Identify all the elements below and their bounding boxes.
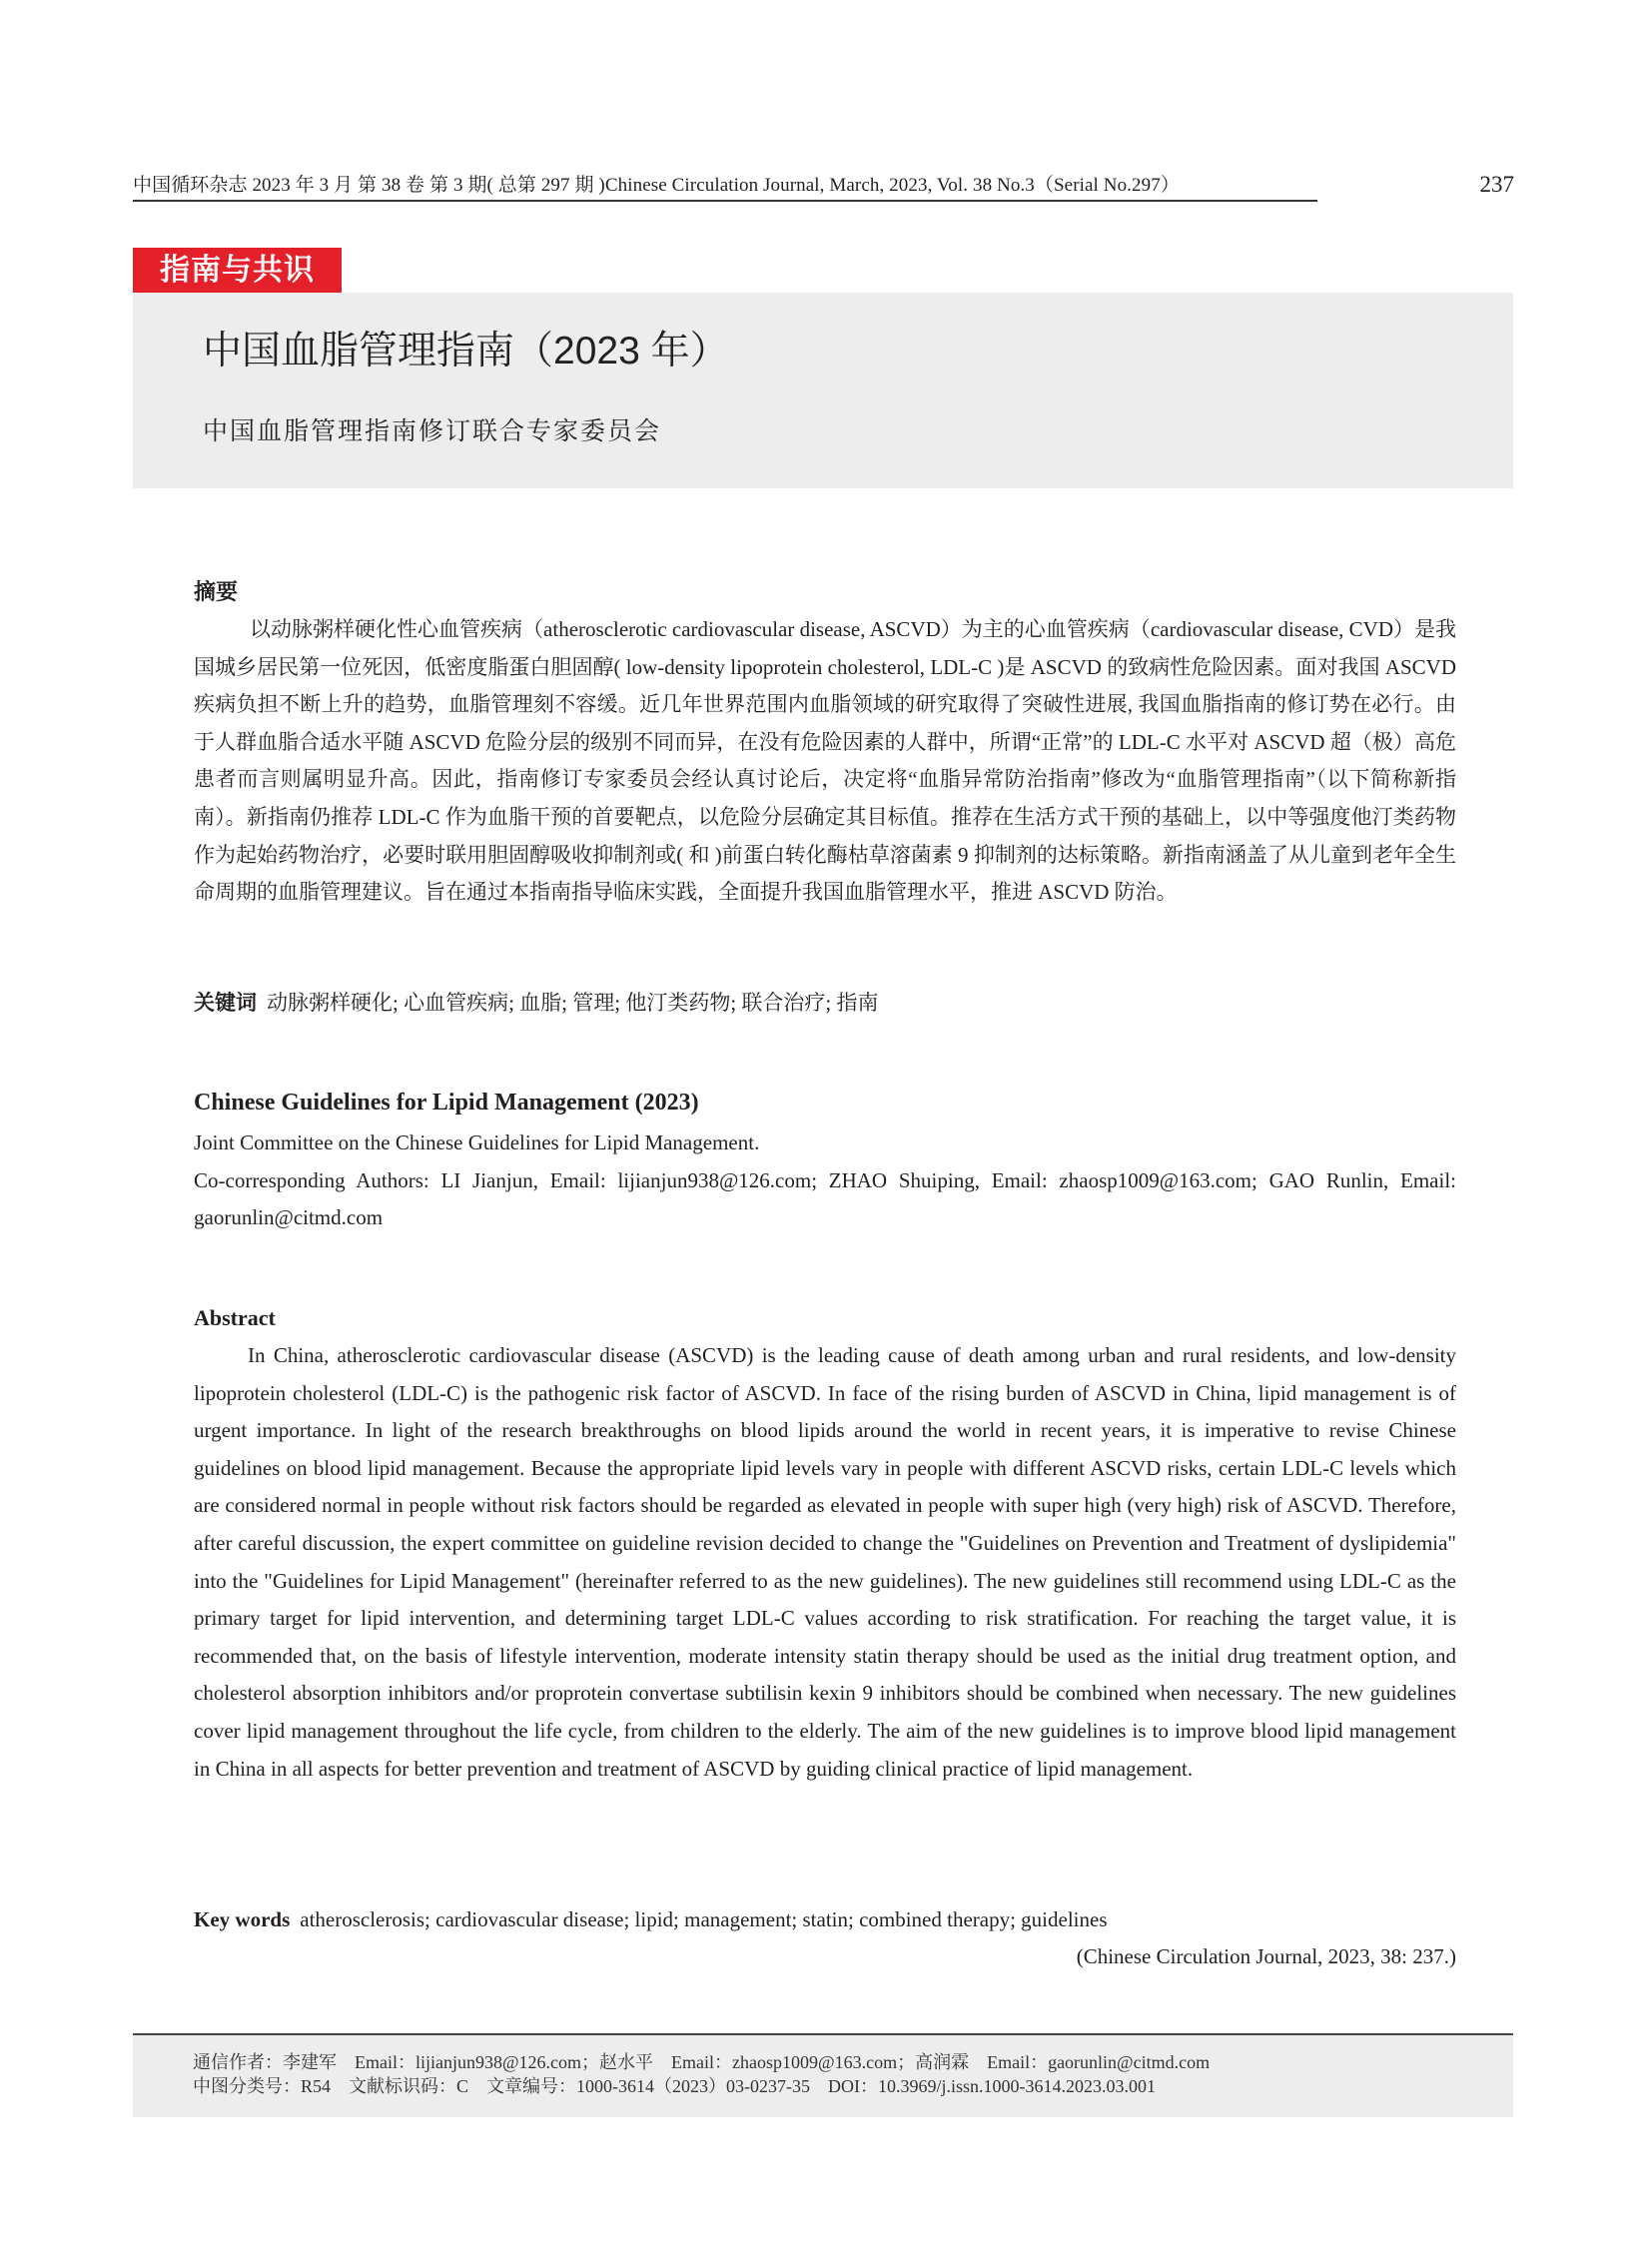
en-keywords-text: atherosclerosis; cardiovascular disease; lipid; management; statin; combined therapy; guidelines — [300, 1907, 1108, 1931]
footer-corresponding: 通信作者：李建军 Email：lijianjun938@126.com；赵水平 Email：zhaosp1009@163.com；高润霖 Email：gaorunlin@citmd.com — [193, 2052, 1211, 2072]
cn-keywords-text: 动脉粥样硬化; 心血管疾病; 血脂; 管理; 他汀类药物; 联合治疗; 指南 — [267, 991, 879, 1015]
en-abstract-heading: Abstract — [194, 1305, 276, 1330]
cn-keywords-label: 关键词 — [194, 992, 257, 1015]
cn-abstract-body: 以动脉粥样硬化性心血管疾病（atherosclerotic cardiovascular disease, ASCVD）为主的心血管疾病（cardiovascular disease, CVD）是我国城乡居民第一位死因，低密度脂蛋白胆固醇( low-density lipoprotein cholesterol, LDL-C )是 ASCVD 的致病性危险因素。面对我国 ASCVD 疾病负担不断上升的趋势，血脂管理刻不容缓。近几年世界范围内血脂领域的研究取得了突破性进展, 我国血脂指南的修订势在必行。由于人群血脂合适水平随 ASCVD 危险分层的级别不同而异，在没有危险因素的人群中，所谓“正常”的 LDL-C 水平对 ASCVD 超（极）高危患者而言则属明显升高。因此，指南修订专家委员会经认真讨论后，决定将“血脂异常防治指南”修改为“血脂管理指南”（以下简称新指南）。新指南仍推荐 LDL-C 作为血脂干预的首要靶点，以危险分层确定其目标值。推荐在生活方式干预的基础上，以中等强度他汀类药物作为起始药物治疗，必要时联用胆固醇吸收抑制剂或( 和 )前蛋白转化酶枯草溶菌素 9 抑制剂的达标策略。新指南涵盖了从儿童到老年全生命周期的血脂管理建议。旨在通过本指南指导临床实践，全面提升我国血脂管理水平，推进 ASCVD 防治。 — [194, 617, 1456, 905]
page-number: 237 — [1479, 172, 1514, 197]
cn-keywords — [194, 986, 1456, 1021]
cn-abstract-heading: 摘要 — [194, 579, 239, 604]
en-title: Chinese Guidelines for Lipid Management (2023) — [194, 1090, 699, 1116]
title-box — [133, 293, 1513, 488]
running-header: 中国循环杂志 2023 年 3 月 第 38 卷 第 3 期( 总第 297 期 )Chinese Circulation Journal, March, 2023, Vol. 38 No.3（Serial No.297） — [133, 174, 1317, 202]
footer-classification: 中图分类号：R54 文献标识码：C 文章编号：1000-3614（2023）03-0237-35 DOI：10.3969/j.issn.1000-3614.2023.03.001 — [193, 2076, 1156, 2096]
en-abstract-body: In China, atherosclerotic cardiovascular disease (ASCVD) is the leading cause of death among urban and rural residents, and low-density lipoprotein cholesterol (LDL-C) is the pathogenic risk factor of ASCVD. In face of the rising burden of ASCVD in China, lipid management is of urgent importance. In light of the research breakthroughs on blood lipids around the world in recent years, it is imperative to revise Chinese guidelines on blood lipid management. Because the appropriate lipid levels vary in people with different ASCVD risks, certain LDL-C levels which are considered normal in people without risk factors should be regarded as elevated in people with super high (very high) risk of ASCVD. Therefore, after careful discussion, the expert committee on guideline revision decided to change the "Guidelines on Prevention and Treatment of dyslipidemia" into the "Guidelines for Lipid Management" (hereinafter referred to as the new guidelines). The new guidelines still recommend using LDL-C as the primary target for lipid intervention, and determining target LDL-C values according to risk stratification. For reaching the target value, it is recommended that, on the basis of lifestyle intervention, moderate intensity statin therapy should be used as the initial drug treatment option, and cholesterol absorption inhibitors and/or proprotein convertase subtilisin kexin 9 inhibitors should be combined when necessary. The new guidelines cover lipid management throughout the life cycle, from children to the elderly. The aim of the new guidelines is to improve blood lipid management in China in all aspects for better prevention and treatment of ASCVD by guiding clinical practice of lipid management. — [194, 1343, 1456, 1781]
en-affiliation: Joint Committee on the Chinese Guidelines for Lipid Management. — [194, 1130, 760, 1154]
footer-box — [133, 2033, 1513, 2117]
en-keywords-label: Key words — [194, 1907, 291, 1931]
article-title: 中国血脂管理指南（2023 年） — [203, 330, 729, 373]
en-keywords — [194, 1903, 1456, 1935]
en-corresponding-authors: Co-corresponding Authors: LI Jianjun, Email: lijianjun938@126.com; ZHAO Shuiping, Email: zhaosp1009@163.com; GAO Runlin, Email: gaorunlin@citmd.com — [194, 1168, 1456, 1229]
citation: (Chinese Circulation Journal, 2023, 38: 237.) — [1076, 1944, 1456, 1968]
section-tag: 指南与共识 — [133, 248, 342, 293]
author-group-cn: 中国血脂管理指南修订联合专家委员会 — [203, 418, 662, 445]
